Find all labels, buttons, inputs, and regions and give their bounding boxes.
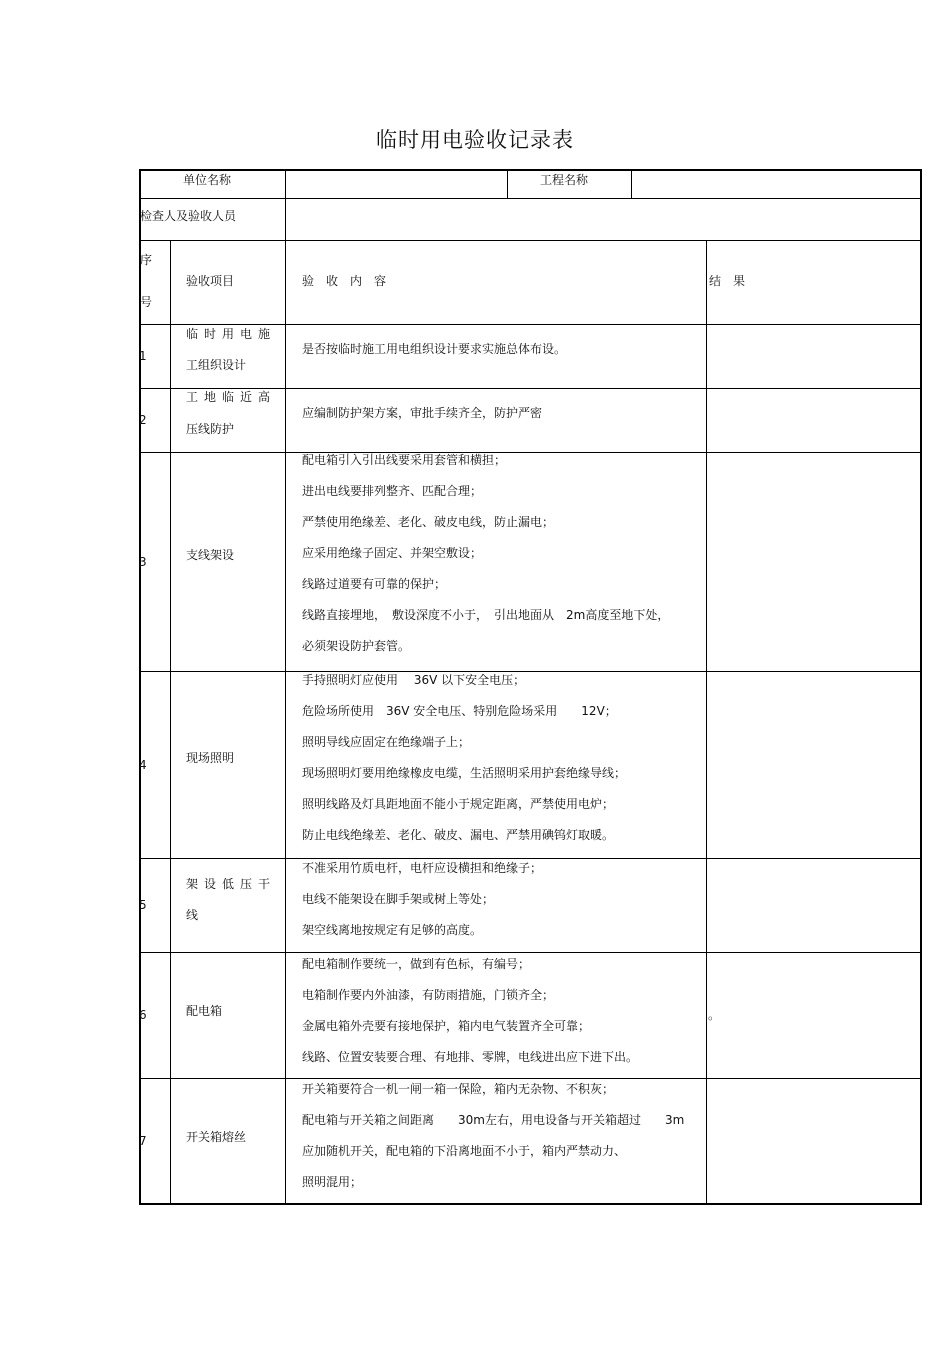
table-border-right xyxy=(920,169,922,1205)
table-border-h xyxy=(139,952,921,953)
row-content-line: 严禁使用绝缘差、老化、破皮电线，防止漏电； xyxy=(302,515,555,529)
row-seq: 4 xyxy=(139,757,147,772)
table-border-h xyxy=(139,240,921,241)
row-seq: 7 xyxy=(139,1133,147,1148)
row-content-line: 配电箱与开关箱之间距离 30m左右，用电设备与开关箱超过 3m xyxy=(302,1113,685,1127)
table-border-h xyxy=(139,1078,921,1079)
row-content-line: 是否按临时施工用电组织设计要求实施总体布设。 xyxy=(302,342,567,356)
table-border-h xyxy=(139,452,921,453)
row-content-line: 应采用绝缘子固定、并架空敷设； xyxy=(302,546,483,560)
row-content-line: 现场照明灯要用绝缘橡皮电缆，生活照明采用护套绝缘导线； xyxy=(302,766,627,780)
row-content-line: 照明导线应固定在绝缘端子上； xyxy=(302,735,471,749)
row-content-line: 照明线路及灯具距地面不能小于规定距离，严禁使用电炉； xyxy=(302,797,615,811)
row-seq: 5 xyxy=(139,898,147,912)
row-content-line: 进出电线要排列整齐、匹配合理； xyxy=(302,484,483,498)
table-border-h xyxy=(139,388,921,389)
row-content-line: 防止电线绝缘差、老化、破皮、漏电、严禁用碘钨灯取暖。 xyxy=(302,828,615,842)
row-content-line: 电箱制作要内外油漆，有防雨措施，门锁齐全； xyxy=(302,988,555,1002)
table-border-h xyxy=(139,671,921,672)
row-content-line: 架空线离地按规定有足够的高度。 xyxy=(302,923,483,937)
row-content-line: 手持照明灯应使用 36V 以下安全电压； xyxy=(302,673,526,687)
row-item-line: 线 xyxy=(186,908,199,922)
table-border-h xyxy=(139,1203,921,1205)
row-content-line: 应编制防护架方案，审批手续齐全，防护严密 xyxy=(302,406,543,420)
row-item-line: 工组织设计 xyxy=(186,358,247,372)
row-item-line: 现场照明 xyxy=(186,751,235,765)
row-content-line: 必须架设防护套管。 xyxy=(302,639,411,653)
row-content-line: 线路、位置安装要合理、有地排、零牌，电线进出应下进下出。 xyxy=(302,1050,639,1064)
table-border-v xyxy=(507,169,508,198)
row-item-line: 压线防护 xyxy=(186,422,235,436)
row-content-line: 线路过道要有可靠的保护； xyxy=(302,577,447,591)
unit-name-field[interactable] xyxy=(286,170,506,197)
row-seq: 1 xyxy=(139,349,147,363)
table-border-h xyxy=(139,858,921,859)
project-name-label: 工程名称 xyxy=(540,173,589,187)
row-result: 。 xyxy=(708,1008,721,1022)
row-seq: 2 xyxy=(139,413,147,427)
row-item-line: 配电箱 xyxy=(186,1004,223,1018)
table-border-v xyxy=(285,169,286,1204)
row-content-line: 照明混用； xyxy=(302,1175,363,1189)
unit-name-label: 单位名称 xyxy=(183,173,232,187)
row-item-line: 工 地 临 近 高 xyxy=(186,390,270,404)
project-name-field[interactable] xyxy=(632,170,919,197)
inspectors-field[interactable] xyxy=(286,199,919,239)
row-seq: 3 xyxy=(139,554,147,569)
row-content-line: 配电箱制作要统一，做到有色标，有编号； xyxy=(302,957,531,971)
row-seq: 6 xyxy=(139,1008,147,1022)
column-seq-top: 序 xyxy=(140,253,153,267)
table-border-v xyxy=(170,240,171,1204)
page-title: 临时用电验收记录表 xyxy=(376,128,574,152)
row-content-line: 电线不能架设在脚手架或树上等处； xyxy=(302,892,495,906)
column-seq-bottom: 号 xyxy=(140,295,153,309)
table-border-left xyxy=(139,169,141,1205)
column-content: 验 收 内 容 xyxy=(302,274,387,288)
row-content-line: 线路直接埋地， 敷设深度不小于， 引出地面从 2m高度至地下处， xyxy=(302,608,670,622)
table-border-h xyxy=(139,324,921,325)
row-item-line: 架 设 低 压 干 xyxy=(186,877,270,891)
row-item-line: 开关箱熔丝 xyxy=(186,1130,247,1144)
row-item-line: 临 时 用 电 施 xyxy=(186,327,270,341)
row-content-line: 不准采用竹质电杆，电杆应设横担和绝缘子； xyxy=(302,861,543,875)
row-item-line: 支线架设 xyxy=(186,548,235,562)
table-border-v xyxy=(706,240,707,1204)
row-content-line: 应加随机开关，配电箱的下沿离地面不小于，箱内严禁动力、 xyxy=(302,1144,627,1158)
row-content-line: 金属电箱外壳要有接地保护，箱内电气装置齐全可靠； xyxy=(302,1019,591,1033)
row-content-line: 配电箱引入引出线要采用套管和横担； xyxy=(302,453,507,467)
column-item: 验收项目 xyxy=(186,274,235,288)
row-content-line: 开关箱要符合一机一闸一箱一保险，箱内无杂物、不积灰； xyxy=(302,1082,615,1096)
column-result: 结 果 xyxy=(709,274,746,288)
row-content-line: 危险场所使用 36V 安全电压、特别危险场采用 12V； xyxy=(302,704,617,718)
inspectors-label: 检查人及验收人员 xyxy=(140,209,237,223)
